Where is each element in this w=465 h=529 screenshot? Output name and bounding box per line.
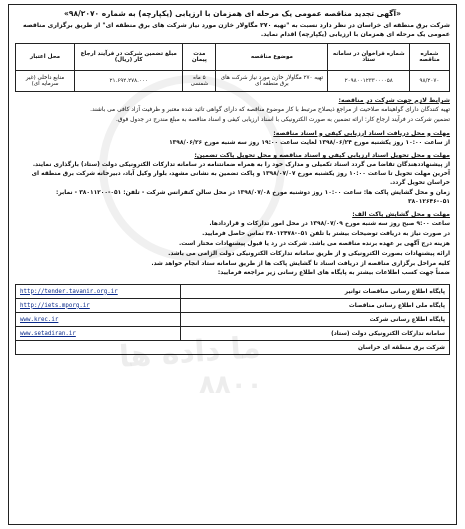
notice-intro: شرکت برق منطقه ای خراسان در نظر دارد نسبت به "تهیه ۲۷۰ مگاولار خازن مورد نیاز شرکت های برق منطقه ای" از طریق برگزاری مناقصه عمومی یک مرحله ای همزمان با ارزیابی (یکپارچه) اقدام نماید. <box>22 22 450 38</box>
section-paragraph: ارائه پیشنهادات بصورت الکترونیکی و از طریق سامانه تدارکات الکترونیکی دولت الزامی می باشد. <box>168 250 450 257</box>
table-cell: ۲۱.۶۹۲.۲۷۸.۰۰۰ <box>75 71 183 92</box>
table-cell: ۹۸/۲۰۷۰ <box>409 71 449 92</box>
table-header: شماره فراخوان در سامانه ستاد <box>328 44 409 71</box>
table-header: مدت پیمان <box>183 44 216 71</box>
watermark-number: ۸۸۰۰ <box>199 370 263 400</box>
section-documents <box>15 129 450 148</box>
link-name: پایگاه اطلاع رسانی شرکت <box>180 313 449 327</box>
section-paragraph: کلیه مراحل برگزاری مناقصه از دریافت اسناد تا گشایش پاکت ها از طریق سامانه ستاد انجام خواهد شد. <box>151 260 450 267</box>
section-paragraph: از پیشنهاددهندگان تقاضا می گردد اسناد تکمیلی و مدارک خود را به همراه ضمانتنامه در سامانه تدارکات الکترونیکی دولت (ستاد) بارگذاری نمایند. آخرین مهلت تحویل تا ساعت ۱۰:۰۰ روز یکشنبه مورخ ۱۳۹۸/۰۷/۰۷ و پاکت تضمین به نشانی مشهد، بلوار وکیل آباد، دبیرخانه شرکت برق منطقه ای خراسان تحویل گردد. <box>31 162 450 186</box>
section-heading: مهلت و محل دریافت اسناد ارزیابی کیفی و اسناد مناقصه: <box>273 129 450 137</box>
section-paragraph: تضمین شرکت در فرآیند ارجاع کار: ارائه تضمین به صورت الکترونیکی با اسناد ارزیابی کیفی و اسناد مناقصه به مبلغ مندرج در جدول فوق. <box>115 116 450 123</box>
link-url[interactable]: http://iets.mporg.ir <box>16 299 181 313</box>
link-name: پایگاه اطلاع رسانی مناقصات توانیر <box>180 285 449 299</box>
table-header: موضوع مناقصه <box>216 44 328 71</box>
watermark-text: ما داده ها <box>117 330 262 375</box>
section-paragraph: هزینه درج آگهی بر عهده برنده مناقصه می باشد. شرکت در رد یا قبول پیشنهادات مختار است. <box>178 240 450 247</box>
link-url[interactable]: www.krec.ir <box>16 313 181 327</box>
link-name: سامانه تدارکات الکترونیکی دولت (ستاد) <box>180 327 449 341</box>
table-cell: ۵ ماه شمسی <box>183 71 216 92</box>
notice-title: «آگهی تجدید مناقصه عمومی یک مرحله ای همزمان با ارزیابی (یکپارچه) به شماره ۹۸/۲۰۷۰» <box>64 9 401 18</box>
company-row <box>16 341 450 355</box>
link-url[interactable]: http://tender.tavanir.org.ir <box>16 285 181 299</box>
table-row <box>16 71 450 92</box>
section-paragraph: ساعت ۹:۰۰ صبح روز سه شنبه مورخ ۱۳۹۸/۰۷/۰۹ در محل امور تدارکات و قراردادها. <box>209 221 450 228</box>
link-url[interactable]: www.setadiran.ir <box>16 327 181 341</box>
link-row <box>16 299 450 313</box>
table-header: شماره مناقصه <box>409 44 449 71</box>
company-footer: شرکت برق منطقه ای خراسان <box>16 341 450 355</box>
section-conditions <box>15 96 450 125</box>
link-row <box>16 285 450 299</box>
section-heading: شرایط لازم جهت شرکت در مناقصه: <box>338 97 450 104</box>
section-paragraph: از ساعت ۱۰:۰۰ روز یکشنبه مورخ ۱۳۹۸/۰۶/۲۴ لغایت ساعت ۱۹:۰۰ روز سه شنبه مورخ ۱۳۹۸/۰۶/۲۶ <box>169 139 450 146</box>
table-header: محل اعتبار <box>16 44 75 71</box>
section-heading: مهلت و محل گشایش پاکت الف: <box>352 211 450 219</box>
table-cell: ۲۰۹۸۰۰۱۲۳۳۰۰۰۰۵۸ <box>328 71 409 92</box>
link-row <box>16 327 450 341</box>
notice-frame <box>8 4 457 525</box>
links-table <box>15 284 450 355</box>
table-header-row <box>16 44 450 71</box>
link-row <box>16 313 450 327</box>
link-name: پایگاه ملی اطلاع رسانی مناقصات <box>180 299 449 313</box>
section-paragraph: در صورت نیاز به دریافت توضیحات بیشتر با تلفن ۰۵۱-۳۸۰۱۲۴۷۸ تماس حاصل فرمایید. <box>202 231 450 238</box>
table-cell: منابع داخلی (غیر سرمایه ای) <box>16 71 75 92</box>
section-paragraph: زمان و محل گشایش پاکت ها: ساعت ۱۰:۰۰ روز دوشنبه مورخ ۱۳۹۸/۰۷/۰۸ در محل سالن کنفرانس شرکت - تلفن: ۰۵۱-۳۸۰۱۱۲۰۰ - نمابر: ۰۵۱-۳۸۰۱۲۶۴۶ <box>56 189 450 205</box>
section-paragraph: تهیه کنندگان دارای گواهینامه صلاحیت از مراجع ذیصلاح مرتبط با کار موضوع مناقصه که دارای گواهی تائید شده معتبر و ظرفیت آزاد کافی می باشند. <box>90 107 450 113</box>
table-header: مبلغ تضمین شرکت در فرآیند ارجاع کار (ریال) <box>75 44 183 71</box>
tender-table <box>15 43 450 92</box>
section-heading: مهلت و محل تحویل اسناد ارزیابی کیفی و اسناد مناقصه و محل تحویل پاکت تضمین: <box>194 152 450 160</box>
section-delivery <box>15 151 450 206</box>
table-cell: تهیه ۲۷۰ مگاولار خازن مورد نیاز شرکت های برق منطقه ای <box>216 71 328 92</box>
section-opening <box>15 210 450 268</box>
footer-note: ضمناً جهت کسب اطلاعات بیشتر به پایگاه های اطلاع رسانی زیر مراجعه فرمایید: <box>217 270 450 277</box>
